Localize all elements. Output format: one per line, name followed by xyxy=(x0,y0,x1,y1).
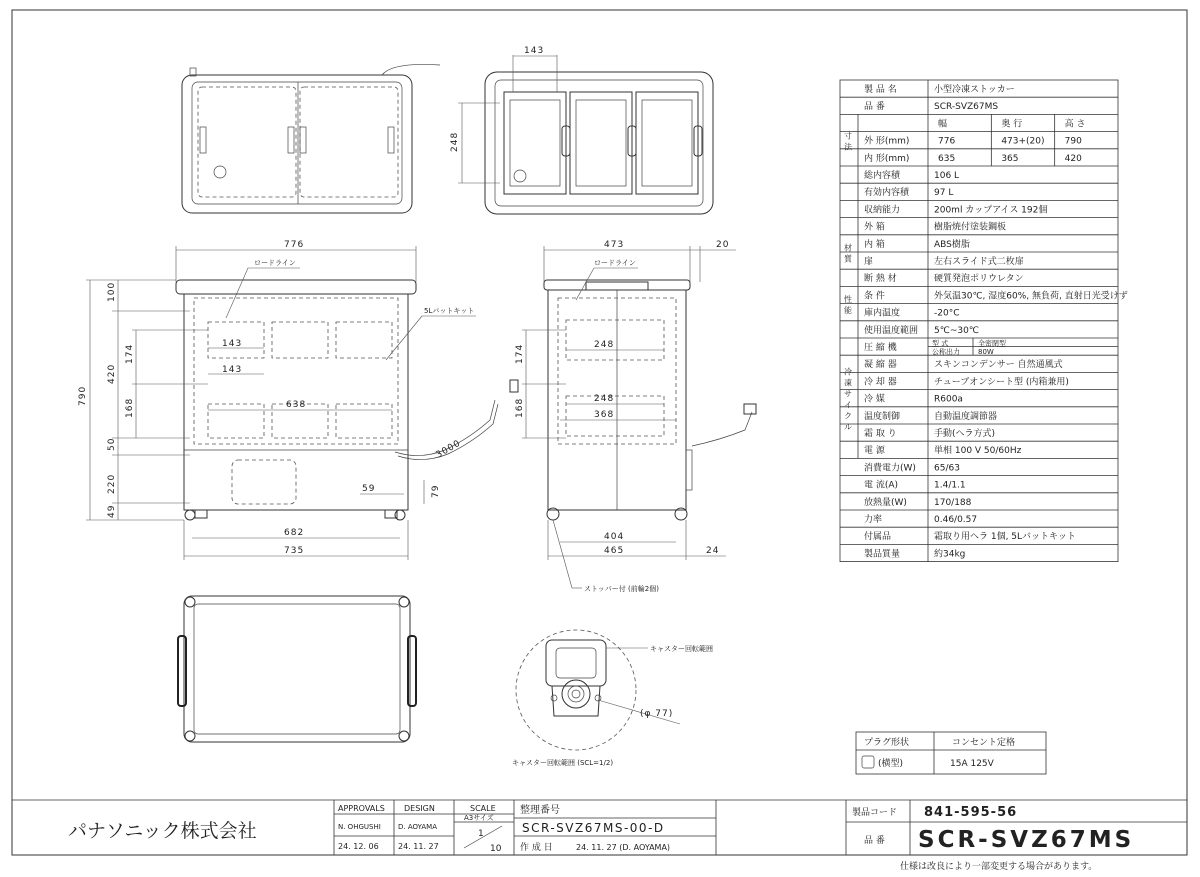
caster-range-label: キャスター回転範囲 xyxy=(650,645,713,653)
spec-label: 電 源 xyxy=(864,446,885,457)
spec-value: 約34kg xyxy=(934,549,966,560)
title-block xyxy=(12,800,1187,872)
approve-date: 24. 12. 06 xyxy=(338,842,379,851)
plug-rating: 15A 125V xyxy=(950,759,994,769)
spec-value: スキンコンデンサー 自然通風式 xyxy=(934,360,1063,371)
spec-value: 97 L xyxy=(934,188,954,199)
spec-label: 外 形(mm) xyxy=(864,136,910,147)
spec-dim-cell: 776 xyxy=(938,136,956,147)
basket-kit-label: 5Lバットキット xyxy=(424,307,475,315)
dim-404: 404 xyxy=(604,532,625,542)
dim-168-side: 168 xyxy=(515,397,525,418)
dim-638: 638 xyxy=(286,400,307,410)
dim-682: 682 xyxy=(284,528,305,538)
spec-dim-cell: 幅 xyxy=(938,119,948,130)
part-number: SCR-SVZ67MS xyxy=(918,827,1135,853)
dim-168-front: 168 xyxy=(125,397,135,418)
spec-group-char: サ xyxy=(844,389,852,399)
spec-dim-cell: 790 xyxy=(1064,136,1082,147)
spec-sub-value: 80W xyxy=(978,348,994,356)
drawing-number: SCR-SVZ67MS-00-D xyxy=(522,821,665,835)
spec-label: 外 箱 xyxy=(864,222,885,233)
spec-label: 品 番 xyxy=(864,102,885,113)
spec-label: 温度制御 xyxy=(864,411,901,422)
plug-head-shape: プラグ形状 xyxy=(864,738,910,748)
top-view xyxy=(182,64,440,213)
spec-value: 5℃~30℃ xyxy=(934,325,979,336)
spec-group-char: イ xyxy=(844,400,852,410)
spec-group-char: ル xyxy=(844,422,852,432)
spec-group-char: 材 xyxy=(844,243,852,253)
dim-220: 220 xyxy=(107,473,117,494)
front-view xyxy=(78,240,518,560)
spec-value: SCR-SVZ67MS xyxy=(934,102,999,113)
load-line-label-front: ロードライン xyxy=(254,259,296,267)
dim-776: 776 xyxy=(284,240,305,250)
spec-value: 200ml カップアイス 192個 xyxy=(934,205,1048,216)
spec-label: 製品質量 xyxy=(864,549,901,560)
design-head: DESIGN xyxy=(404,804,435,813)
spec-sub-label: 型 式 xyxy=(932,339,949,348)
spec-value: 単相 100 V 50/60Hz xyxy=(934,446,1022,457)
spec-value: 小型冷凍ストッカー xyxy=(934,85,1015,95)
load-line-label-side: ロードライン xyxy=(594,259,636,267)
spec-label: 内 箱 xyxy=(864,239,885,250)
top-view-open xyxy=(450,46,713,214)
spec-value: 外気温30℃, 湿度60%, 無負荷, 直射日光受けず xyxy=(934,291,1128,302)
dim-473: 473 xyxy=(604,240,625,250)
stopper-label: ストッパー付 (前輪2個) xyxy=(584,585,659,593)
spec-group-char: 寸 xyxy=(844,131,852,141)
product-code: 841-595-56 xyxy=(924,805,1018,820)
approvals-head: APPROVALS xyxy=(338,804,385,813)
dim-465: 465 xyxy=(604,546,625,556)
spec-label: 消費電力(W) xyxy=(864,463,916,474)
cord-length: 3000 xyxy=(434,438,463,461)
caster-detail xyxy=(512,630,713,767)
scale-numerator: 1 xyxy=(478,829,484,839)
spec-dim-cell: 高 さ xyxy=(1064,119,1086,130)
spec-label: 霜 取 り xyxy=(864,429,897,439)
spec-label: 収納能力 xyxy=(864,205,901,216)
spec-label: 使用温度範囲 xyxy=(864,325,919,336)
spec-value: 106 L xyxy=(934,171,960,181)
spec-group-char: 能 xyxy=(844,306,852,316)
spec-group-char: ク xyxy=(844,411,852,421)
spec-value: 1.4/1.1 xyxy=(934,480,966,491)
spec-label: 内 形(mm) xyxy=(864,153,910,164)
spec-value: ABS樹脂 xyxy=(934,239,970,250)
plug-type: (横型) xyxy=(878,759,904,769)
dim-59: 59 xyxy=(362,484,376,494)
caster-diameter: (φ 77) xyxy=(640,709,674,719)
spec-group-char: 凍 xyxy=(844,378,852,388)
spec-label: 庫内温度 xyxy=(864,308,901,319)
caster-caption: キャスター回転範囲 (SCL=1/2) xyxy=(512,759,614,767)
dim-50: 50 xyxy=(107,437,117,451)
spec-dim-cell: 365 xyxy=(1001,153,1019,164)
spec-group-char: 質 xyxy=(844,254,852,264)
plug-table xyxy=(856,732,1046,774)
dim-790: 790 xyxy=(78,385,88,406)
revision-note: 仕様は改良により一部変更する場合があります。 xyxy=(900,862,1098,872)
dim-368: 368 xyxy=(594,410,615,420)
designer: D. AOYAMA xyxy=(398,823,437,831)
spec-label: 凝 縮 器 xyxy=(864,360,897,371)
created-date: 24. 11. 27 (D. AOYAMA) xyxy=(576,843,671,852)
spec-label: 力率 xyxy=(864,515,883,525)
spec-table xyxy=(840,80,1128,562)
dim-79: 79 xyxy=(431,484,441,498)
spec-label: 電 流(A) xyxy=(864,480,899,491)
dim-735: 735 xyxy=(284,546,305,556)
bottom-view xyxy=(178,596,416,742)
dim-49: 49 xyxy=(107,504,117,518)
dim-174-front: 174 xyxy=(125,343,135,364)
dim-248-side-b: 248 xyxy=(594,394,615,404)
spec-label: 有効内容積 xyxy=(864,188,910,199)
spec-group-char: 冷 xyxy=(844,367,852,377)
dim-24: 24 xyxy=(706,546,720,556)
spec-group-char: 性 xyxy=(844,295,852,305)
spec-value: チューブオンシート型 (内箱兼用) xyxy=(934,377,1069,388)
product-code-head: 製品コード xyxy=(852,808,898,818)
spec-label: 総内容積 xyxy=(864,171,901,181)
spec-dim-cell: 473+(20) xyxy=(1001,136,1045,147)
spec-label: 扉 xyxy=(864,257,874,267)
spec-value: 170/188 xyxy=(934,497,972,508)
spec-dim-cell: 奥 行 xyxy=(1001,119,1023,130)
spec-label: 付属品 xyxy=(864,532,892,543)
design-date: 24. 11. 27 xyxy=(398,842,439,851)
plug-head-rating: コンセント定格 xyxy=(952,738,1016,748)
spec-value: 自動温度調節器 xyxy=(934,411,998,422)
spec-label: 放熱量(W) xyxy=(864,497,907,508)
approver: N. OHGUSHI xyxy=(338,823,381,831)
dim-143-front-b: 143 xyxy=(222,365,243,375)
dim-143-top: 143 xyxy=(524,46,545,56)
dim-174-side: 174 xyxy=(515,343,525,364)
spec-value: 左右スライド式二枚扉 xyxy=(934,257,1024,267)
spec-value: 手動(ヘラ方式) xyxy=(934,429,996,439)
created-head: 作 成 日 xyxy=(520,843,553,853)
plug-icon xyxy=(862,756,874,768)
dim-143-front-a: 143 xyxy=(222,339,243,349)
part-number-head: 品 番 xyxy=(864,836,885,846)
spec-value: 硬質発泡ポリウレタン xyxy=(934,274,1024,285)
dim-100: 100 xyxy=(107,281,117,302)
spec-value: 65/63 xyxy=(934,463,960,474)
spec-label: 断 熱 材 xyxy=(864,274,897,285)
spec-value: R600a xyxy=(934,394,963,405)
spec-value: -20°C xyxy=(934,308,960,319)
company-name: パナソニック株式会社 xyxy=(68,820,257,842)
spec-sub-value: 全密閉型 xyxy=(978,339,1006,348)
spec-group-char: 法 xyxy=(844,142,852,152)
spec-label: 圧 縮 機 xyxy=(864,343,897,353)
spec-dim-cell: 635 xyxy=(938,153,956,164)
paper-size: A3サイズ xyxy=(464,814,494,822)
dim-20: 20 xyxy=(716,240,730,250)
spec-value: 0.46/0.57 xyxy=(934,515,978,525)
spec-label: 条 件 xyxy=(864,291,885,302)
scale-denominator: 10 xyxy=(490,844,502,854)
scale-head: SCALE xyxy=(470,804,496,813)
dim-248-top: 248 xyxy=(450,131,460,152)
side-view xyxy=(515,240,756,593)
spec-label: 製 品 名 xyxy=(864,85,897,95)
drawing-number-head: 整理番号 xyxy=(520,805,560,816)
spec-label: 冷 却 器 xyxy=(864,377,897,388)
spec-label: 冷 媒 xyxy=(864,394,885,405)
spec-dim-cell: 420 xyxy=(1064,153,1082,164)
spec-sub-label: 公称出力 xyxy=(932,348,960,356)
spec-value: 樹脂焼付塗装鋼板 xyxy=(934,222,1007,233)
dim-420: 420 xyxy=(107,363,117,384)
spec-value: 霜取り用ヘラ 1個, 5Lバットキット xyxy=(934,532,1076,543)
dim-248-side-a: 248 xyxy=(594,340,615,350)
